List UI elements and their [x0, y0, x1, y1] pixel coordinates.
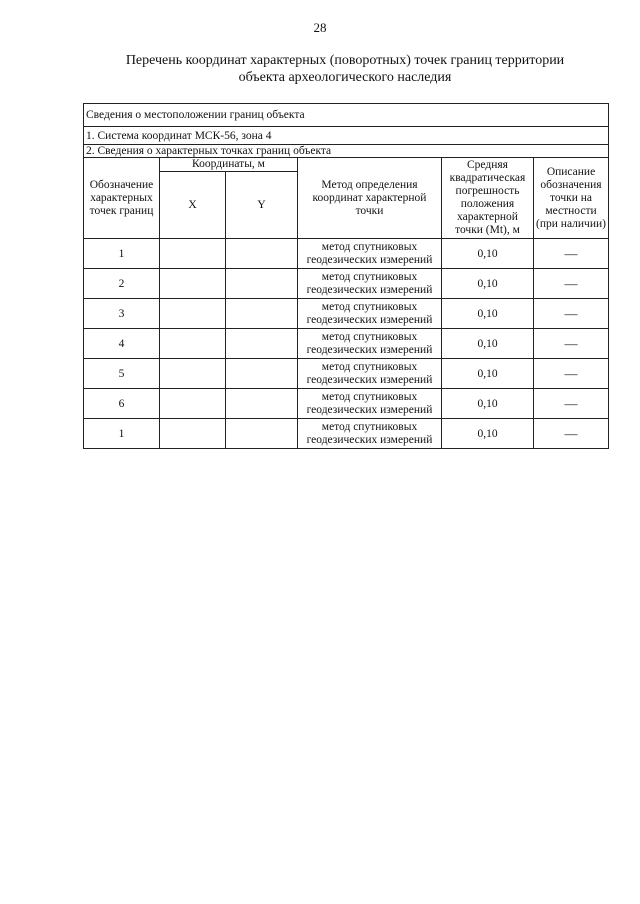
- section-location: Сведения о местоположении границ объекта: [84, 104, 609, 127]
- cell-y: [226, 359, 298, 389]
- header-method: Метод определения координат характерной точки: [298, 158, 442, 239]
- method-line-2: геодезических измерений: [306, 283, 433, 296]
- method-line-1: метод спутниковых: [321, 390, 418, 403]
- header-x: X: [160, 172, 226, 239]
- cell-method: [298, 239, 442, 269]
- cell-y: [226, 269, 298, 299]
- cell-y: [226, 389, 298, 419]
- method-line-2: геодезических измерений: [306, 403, 433, 416]
- cell-method: [298, 389, 442, 419]
- header-y: Y: [226, 172, 298, 239]
- cell-method: [298, 269, 442, 299]
- cell-x: [160, 419, 226, 449]
- table-row: [84, 299, 609, 329]
- cell-accuracy: 0,10: [442, 269, 534, 299]
- cell-point: 1: [84, 239, 160, 269]
- table-row: [84, 419, 609, 449]
- document-title: [90, 52, 600, 86]
- method-line-1: метод спутниковых: [321, 300, 418, 313]
- method-line-2: геодезических измерений: [306, 253, 433, 266]
- cell-description: —: [534, 239, 609, 269]
- cell-y: [226, 299, 298, 329]
- cell-y: [226, 239, 298, 269]
- method-line-1: метод спутниковых: [321, 240, 418, 253]
- header-description: Описание обозначения точки на местности (при наличии): [534, 158, 609, 239]
- method-line-2: геодезических измерений: [306, 433, 433, 446]
- cell-accuracy: 0,10: [442, 419, 534, 449]
- page-number: 28: [313, 20, 327, 35]
- cell-point: 2: [84, 269, 160, 299]
- table-row: [84, 239, 609, 269]
- cell-accuracy: 0,10: [442, 389, 534, 419]
- cell-description: —: [534, 359, 609, 389]
- cell-x: [160, 239, 226, 269]
- cell-description: —: [534, 329, 609, 359]
- method-line-1: метод спутниковых: [321, 360, 418, 373]
- cell-y: [226, 419, 298, 449]
- cell-x: [160, 359, 226, 389]
- cell-method: [298, 299, 442, 329]
- coordinates-table: [83, 103, 609, 449]
- cell-point: 6: [84, 389, 160, 419]
- method-line-2: геодезических измерений: [306, 313, 433, 326]
- method-line-1: метод спутниковых: [321, 330, 418, 343]
- header-coordinates: Координаты, м: [160, 158, 298, 172]
- document-title-line-2: объекта археологического наследия: [238, 70, 452, 85]
- cell-accuracy: 0,10: [442, 329, 534, 359]
- cell-description: —: [534, 419, 609, 449]
- cell-description: —: [534, 269, 609, 299]
- cell-accuracy: 0,10: [442, 239, 534, 269]
- cell-method: [298, 329, 442, 359]
- table-row: [84, 389, 609, 419]
- cell-description: —: [534, 299, 609, 329]
- cell-y: [226, 329, 298, 359]
- cell-description: —: [534, 389, 609, 419]
- method-line-1: метод спутниковых: [321, 420, 418, 433]
- cell-accuracy: 0,10: [442, 299, 534, 329]
- cell-point: 3: [84, 299, 160, 329]
- cell-point: 1: [84, 419, 160, 449]
- cell-point: 4: [84, 329, 160, 359]
- method-line-2: геодезических измерений: [306, 373, 433, 386]
- method-line-2: геодезических измерений: [306, 343, 433, 356]
- table-row: [84, 359, 609, 389]
- section-coordinate-system: 1. Система координат МСК-56, зона 4: [84, 127, 609, 145]
- method-line-1: метод спутниковых: [321, 270, 418, 283]
- header-accuracy: Средняя квадратическая погрешность положения характерной точки (Mt), м: [442, 158, 534, 239]
- cell-x: [160, 389, 226, 419]
- table-row: [84, 269, 609, 299]
- document-title-line-1: Перечень координат характерных (поворотных) точек границ территории: [125, 53, 565, 68]
- cell-x: [160, 299, 226, 329]
- table-row: [84, 329, 609, 359]
- section-points-info: 2. Сведения о характерных точках границ объекта: [84, 145, 609, 158]
- cell-point: 5: [84, 359, 160, 389]
- cell-accuracy: 0,10: [442, 359, 534, 389]
- header-designation: Обозначение характерных точек границ: [84, 158, 160, 239]
- cell-x: [160, 329, 226, 359]
- cell-method: [298, 419, 442, 449]
- cell-method: [298, 359, 442, 389]
- cell-x: [160, 269, 226, 299]
